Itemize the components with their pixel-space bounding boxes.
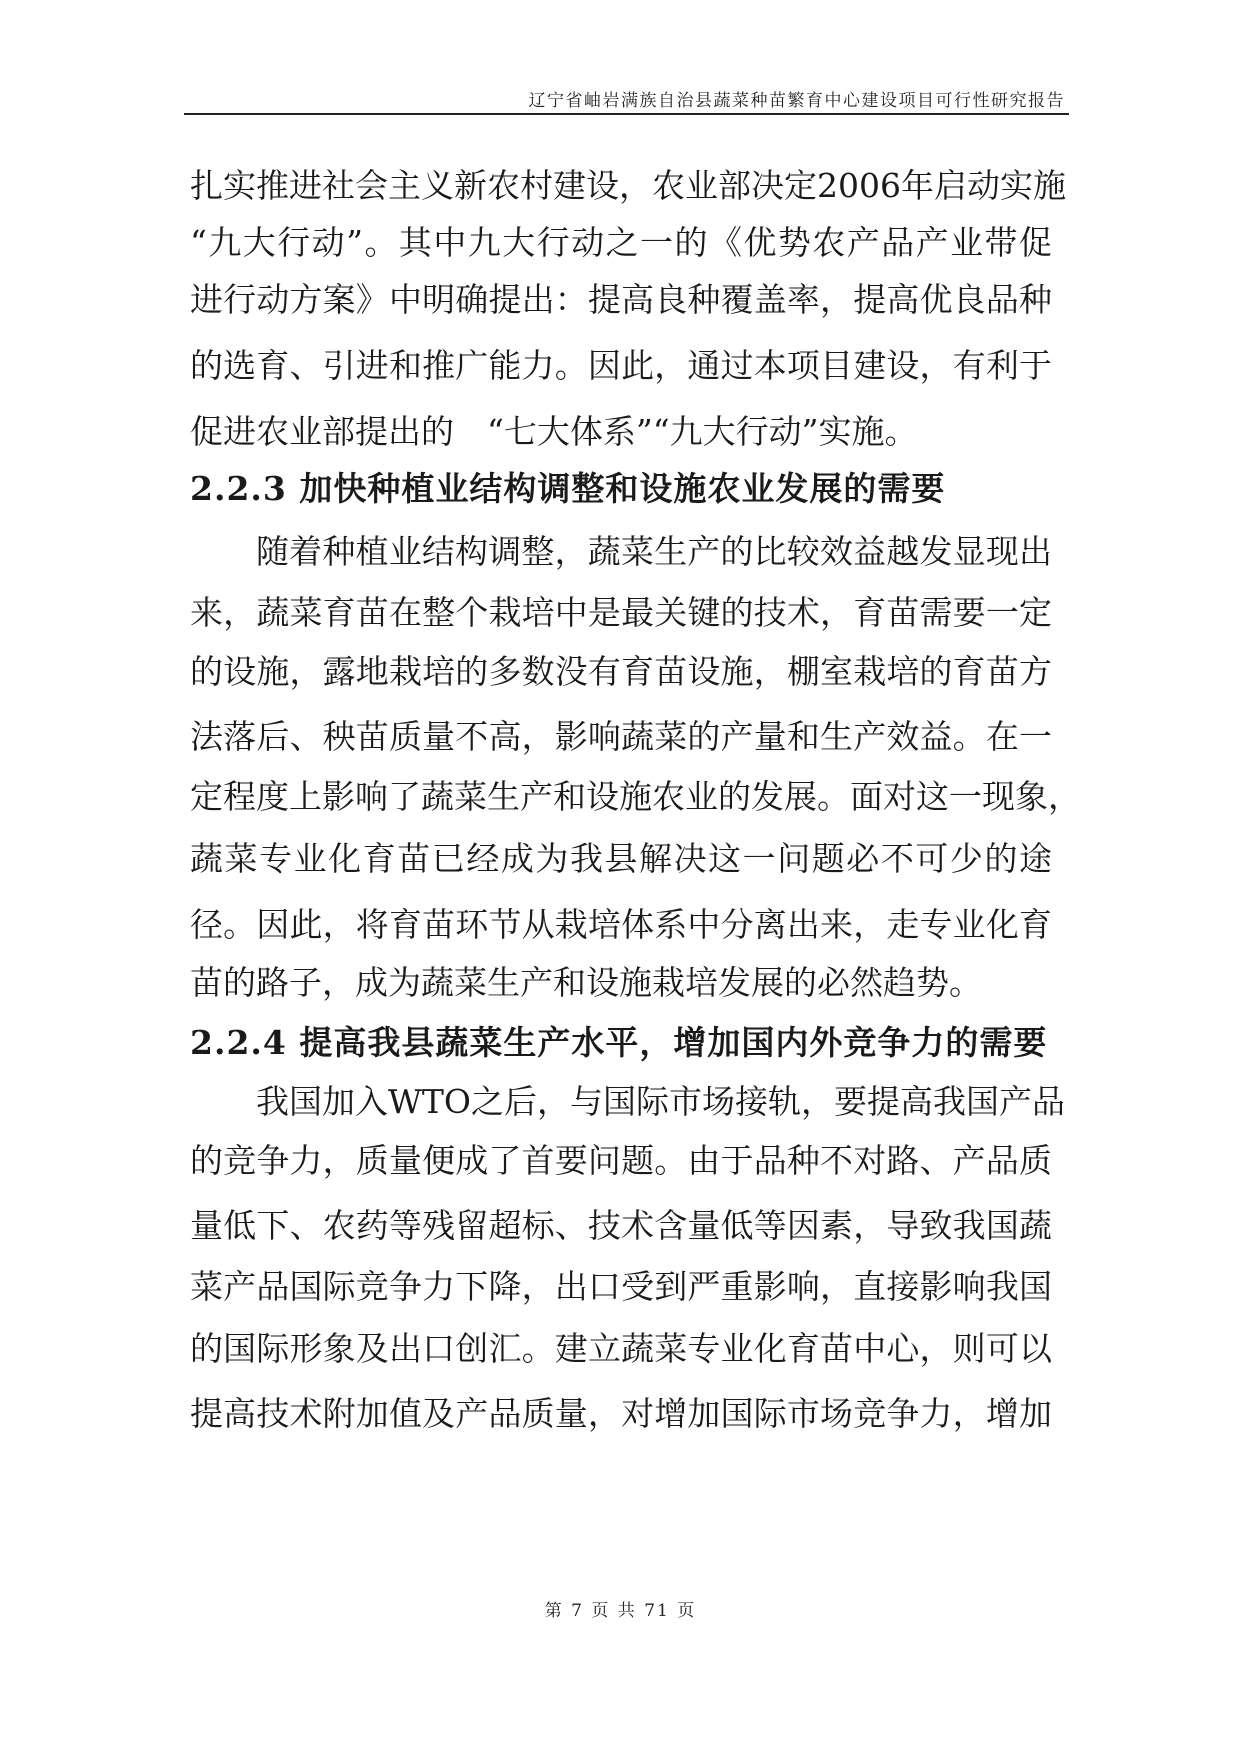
- paragraph-line: 扎实推进社会主义新农村建设，农业部决定2006年启动实施: [190, 166, 1066, 205]
- paragraph-line: 的竞争力，质量便成了首要问题。由于品种不对路、产品质: [190, 1141, 1052, 1180]
- page-number: 第 7 页 共 71 页: [544, 1601, 697, 1621]
- paragraph-line: “九大行动”。其中九大行动之一的《优势农产品产业带促: [190, 223, 1052, 262]
- paragraph-line: 法落后、秧苗质量不高，影响蔬菜的产量和生产效益。在一: [190, 717, 1052, 756]
- paragraph-line: 的设施，露地栽培的多数没有育苗设施，棚室栽培的育苗方: [190, 652, 1052, 691]
- header-rule: [184, 113, 1069, 115]
- page-header-title: 辽宁省岫岩满族自治县蔬菜种苗繁育中心建设项目可行性研究报告: [528, 91, 1065, 111]
- section-heading-2-2-4: 2.2.4 提高我县蔬菜生产水平，增加国内外竞争力的需要: [190, 1023, 1048, 1062]
- paragraph-line: 我国加入WTO之后，与国际市场接轨，要提高我国产品: [256, 1082, 1065, 1121]
- paragraph-line: 径。因此，将育苗环节从栽培体系中分离出来，走专业化育: [190, 905, 1052, 944]
- paragraph-line: 苗的路子，成为蔬菜生产和设施栽培发展的必然趋势。: [190, 963, 982, 1002]
- paragraph-line: 随着种植业结构调整，蔬菜生产的比较效益越发显现出: [256, 532, 1052, 571]
- paragraph-line: 促进农业部提出的 “七大体系”“九大行动”实施。: [190, 412, 918, 451]
- paragraph-line: 的国际形象及出口创汇。建立蔬菜专业化育苗中心，则可以: [190, 1329, 1052, 1368]
- paragraph-line: 菜产品国际竞争力下降，出口受到严重影响，直接影响我国: [190, 1267, 1052, 1306]
- paragraph-line: 量低下、农药等残留超标、技术含量低等因素，导致我国蔬: [190, 1206, 1052, 1245]
- paragraph-line: 蔬菜专业化育苗已经成为我县解决这一问题必不可少的途: [190, 839, 1052, 878]
- section-heading-2-2-3: 2.2.3 加快种植业结构调整和设施农业发展的需要: [190, 469, 946, 508]
- paragraph-line: 提高技术附加值及产品质量，对增加国际市场竞争力，增加: [190, 1394, 1052, 1433]
- paragraph-line: 进行动方案》中明确提出：提高良种覆盖率，提高优良品种: [190, 280, 1052, 319]
- paragraph-line: 定程度上影响了蔬菜生产和设施农业的发展。面对这一现象，: [190, 777, 1081, 816]
- paragraph-line: 来，蔬菜育苗在整个栽培中是最关键的技术，育苗需要一定: [190, 593, 1052, 632]
- paragraph-line: 的选育、引进和推广能力。因此，通过本项目建设，有利于: [190, 346, 1052, 385]
